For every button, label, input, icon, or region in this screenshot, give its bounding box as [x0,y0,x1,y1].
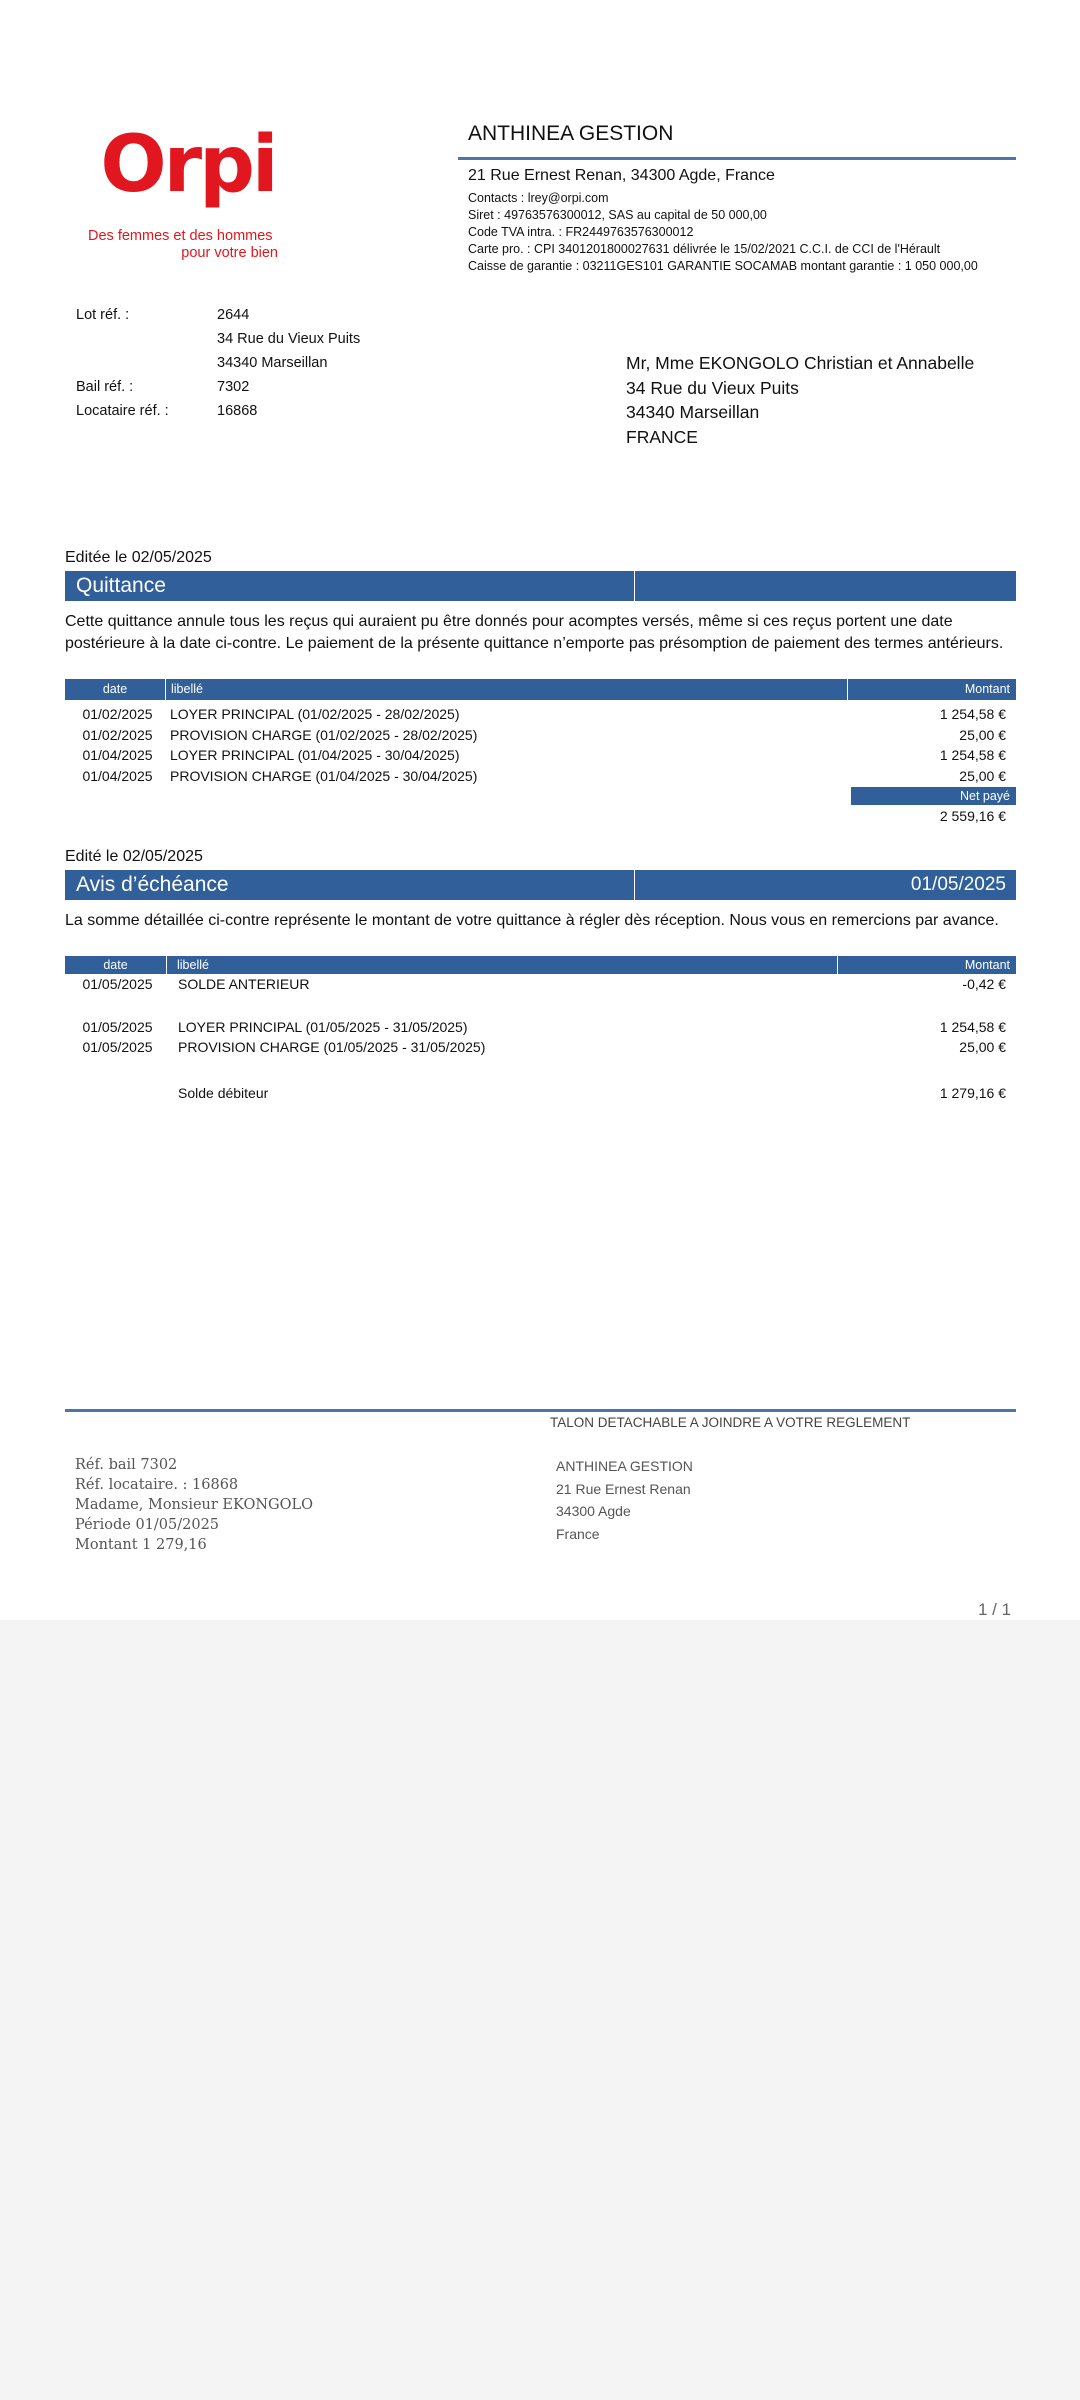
recipient-city: 34340 Marseillan [626,402,760,422]
ref-value: 34 Rue du Vieux Puits [217,331,361,347]
ref-row [76,327,360,351]
row-libelle: PROVISION CHARGE (01/04/2025 - 30/04/2025) [170,767,478,784]
row-date: 01/04/2025 [82,767,153,784]
avis-rows [65,974,1016,1103]
avis-edited-date: Edité le 02/05/2025 [65,848,203,865]
agency-details [468,190,978,275]
col-montant: Montant [964,958,1010,972]
col-libelle: libellé [167,956,838,974]
col-montant: Montant [964,682,1010,696]
ref-row [76,375,360,399]
row-date [65,1083,170,1104]
ref-label: Lot réf. : [76,307,130,323]
table-row [65,704,1016,725]
agency-contacts: Contacts : lrey@orpi.com [468,191,609,205]
talon-period: Période 01/05/2025 [75,1517,220,1533]
talon-title: TALON DETACHABLE A JOINDRE A VOTRE REGLEMENT [550,1415,911,1430]
row-date: 01/04/2025 [82,747,153,763]
talon-agency-address [556,1455,693,1545]
row-libelle: PROVISION CHARGE (01/05/2025 - 31/05/2025) [178,1039,486,1055]
quittance-table-header [65,679,1016,700]
talon-divider [65,1409,1016,1412]
row-montant: -0,42 € [962,976,1006,992]
ref-value: 2644 [217,307,250,323]
row-libelle: SOLDE ANTERIEUR [178,976,310,992]
avis-text: La somme détaillée ci-contre représente le montant de votre quittance à régler dès réception. Nous vous en remercions par avance. [65,912,999,929]
balance-label: Solde débiteur [178,1084,269,1101]
quittance-text: Cette quittance annule tous les reçus qui auraient pu être donnés pour acomptes versés, même si ces reçus portent une date postérieure à la date ci-contre. Le paiement de la présente quittance n’emporte pas présomption de paiement des termes antérieurs. [65,613,1004,652]
row-libelle: PROVISION CHARGE (01/02/2025 - 28/02/2025) [170,726,478,743]
row-date: 01/05/2025 [82,1039,153,1055]
talon-agency-country: France [556,1525,600,1542]
lot-references [76,303,360,423]
table-row [65,725,1016,746]
talon-agency-street: 21 Rue Ernest Renan [556,1480,691,1497]
quittance-date [635,571,1016,601]
row-libelle: LOYER PRINCIPAL (01/04/2025 - 30/04/2025) [170,747,460,763]
row-libelle: LOYER PRINCIPAL (01/02/2025 - 28/02/2025) [170,706,460,722]
agency-tva: Code TVA intra. : FR2449763576300012 [468,225,694,239]
row-montant: 1 254,58 € [939,747,1006,763]
ref-value: 7302 [217,379,250,395]
table-row [65,974,1016,995]
row-date: 01/05/2025 [82,976,153,992]
ref-row [76,399,360,423]
balance-row [65,1083,1016,1104]
ref-label [76,327,217,351]
talon-bail: Réf. bail 7302 [75,1457,178,1473]
talon-amount: Montant 1 279,16 [75,1537,207,1553]
row-date: 01/02/2025 [82,726,153,743]
agency-divider [458,157,1016,160]
quittance-rows [65,704,1016,786]
ref-label: Locataire réf. : [76,403,169,419]
recipient-street: 34 Rue du Vieux Puits [626,377,799,398]
table-row [65,766,1016,787]
orpi-logo [88,120,288,265]
quittance-header-bar [65,571,1016,601]
talon-locataire: Réf. locataire. : 16868 [75,1477,239,1493]
recipient-address [626,351,974,449]
agency-garantie: Caisse de garantie : 03211GES101 GARANTIE SOCAMAB montant garantie : 1 050 000,00 [468,259,978,273]
balance-value: 1 279,16 € [939,1084,1006,1101]
agency-carte-pro: Carte pro. : CPI 3401201800027631 délivrée le 15/02/2021 C.C.I. de CCI de l'Hérault [468,242,941,256]
col-libelle: libellé [166,679,848,700]
ref-value: 34340 Marseillan [217,355,328,371]
avis-table-header [65,956,1016,974]
talon-agency-name: ANTHINEA GESTION [556,1458,693,1474]
row-date: 01/05/2025 [82,1018,153,1035]
row-montant: 1 254,58 € [939,706,1006,722]
table-row [65,745,1016,766]
quittance-edited-date: Editée le 02/05/2025 [65,549,212,566]
ref-value: 16868 [217,403,258,419]
talon-agency-city: 34300 Agde [556,1503,631,1519]
net-paye-value: 2 559,16 € [939,808,1006,824]
agency-name: ANTHINEA GESTION [468,122,674,145]
recipient-country: FRANCE [626,426,698,447]
agency-siret: Siret : 49763576300012, SAS au capital de 50 000,00 [468,208,767,222]
talon-tenant-name: Madame, Monsieur EKONGOLO [75,1497,314,1513]
avis-due-date: 01/05/2025 [910,874,1006,895]
col-date: date [65,956,167,974]
avis-title: Avis d’échéance [65,870,635,900]
quittance-title: Quittance [65,571,635,601]
logo-tagline-2: pour votre bien [181,245,278,261]
talon-references [75,1455,313,1555]
ref-row [76,303,360,327]
row-montant: 25,00 € [959,726,1006,743]
table-row [65,1017,1016,1038]
row-montant: 25,00 € [959,1039,1006,1055]
ref-label [76,351,217,375]
logo-tagline-1: Des femmes et des hommes [88,228,273,244]
col-date: date [65,679,166,700]
avis-header-bar [65,870,1016,900]
ref-row [76,351,360,375]
row-spacer [65,995,1016,1017]
row-libelle: LOYER PRINCIPAL (01/05/2025 - 31/05/2025) [178,1018,468,1035]
recipient-name: Mr, Mme EKONGOLO Christian et Annabelle [626,353,975,373]
row-montant: 25,00 € [959,767,1006,784]
logo-word: Orpi [100,120,276,210]
row-spacer [65,1058,1016,1083]
agency-address: 21 Rue Ernest Renan, 34300 Agde, France [468,167,775,184]
table-row [65,1037,1016,1058]
net-paye-label: Net payé [851,787,1016,805]
row-montant: 1 254,58 € [939,1018,1006,1035]
ref-label: Bail réf. : [76,379,134,395]
page-number: 1 / 1 [978,1600,1012,1619]
row-date: 01/02/2025 [82,706,153,722]
